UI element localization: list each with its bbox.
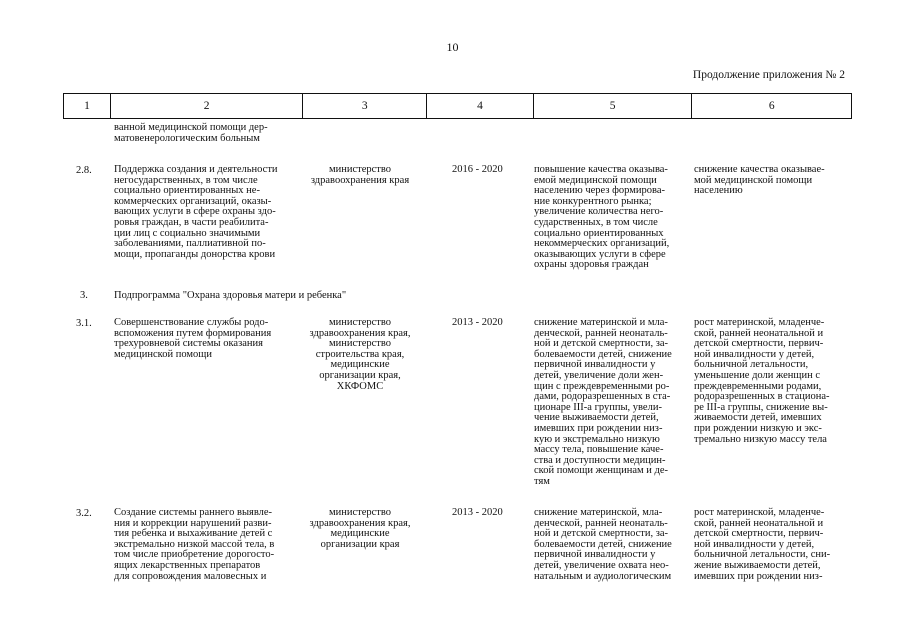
header-col-6: 6 — [768, 100, 775, 112]
period-cell: 2016 - 2020 — [452, 164, 503, 175]
header-col-2: 2 — [111, 94, 304, 118]
executor-cell: министерство здравоохранения края, медицинские организации края — [309, 507, 411, 550]
consequence-cell: рост материнской, младенче- ской, ранней неонатальной и детской смертности, первич- ной инвалидности у детей, больничной летальности, уменьшение доли женщин с преждевременными родами, родоразрешенных в стациона- ре III-а группы, снижение вы- живаемости детей, имевших при рождении низкую и экс- тремально низкую массу тела — [694, 317, 830, 445]
activity-cell: Поддержка создания и деятельности негосударственных, в том числе социально ориентированных не- коммерческих организаций, оказы- вающих услуги в сфере охраны здо- ровья граждан, в части реабилита- ции лиц с социально значимыми заболеваниями, паллиативной по- мощи, пропаганды донорства крови — [114, 164, 278, 260]
header-col-4: 4 — [427, 94, 534, 118]
result-cell: повышение качества оказыва- емой медицинской помощи населению через формирова- ние конкурентного рынка; увеличение количества него- сударственных, в том числе социально ориентированных некоммерческих организаций, оказывающих услуги в сфере охраны здоровья граждан — [534, 164, 670, 271]
period-cell: 2013 - 2020 — [452, 317, 503, 328]
period-cell: 2013 - 2020 — [452, 507, 503, 518]
result-cell: снижение материнской и мла- денческой, ранней неонаталь- ной и детской смертности, за- болеваемости детей, снижение первичной инвалидности у детей, увеличение доли жен- щин с преждевременными ро- дами, родоразрешенных в ста- ционаре III-а группы, увели- чение выживаемости детей, имевших при рождении низ- кую и экстремально низкую массу тела, повышение каче- ства и доступности медицин- ской помощи женщинам и де- тям — [534, 317, 672, 487]
result-cell: снижение материнской, мла- денческой, ранней неонаталь- ной и детской смертности, за- болеваемости детей, снижение первичной инвалидности у детей, увеличение охвата нео- натальным и аудиологическим — [534, 507, 672, 582]
row-number: 3.2. — [76, 508, 92, 519]
subprogram-title: Подпрограмма "Охрана здоровья матери и ребенка" — [114, 290, 347, 301]
table-header — [63, 93, 852, 119]
executor-cell: министерство здравоохранения края — [310, 164, 410, 186]
continuation-label: Продолжение приложения № 2 — [692, 69, 845, 81]
consequence-cell: снижение качества оказывае- мой медицинской помощи населению — [694, 164, 825, 197]
carryover-text: ванной медицинской помощи дер- матовенерологическим больным — [114, 122, 268, 144]
header-col-5: 5 — [534, 94, 693, 118]
header-col-1: 1 — [64, 94, 111, 118]
row-number: 2.8. — [76, 165, 92, 176]
page-number: 10 — [446, 40, 459, 54]
row-number: 3.1. — [76, 318, 92, 329]
subprogram-number: 3. — [80, 290, 88, 301]
activity-cell: Совершенствование службы родо- вспоможения путем формирования трехуровневой системы оказания медицинской помощи — [114, 317, 272, 360]
executor-cell: министерство здравоохранения края, министерство строительства края, медицинские организации края, ХКФОМС — [309, 317, 411, 392]
header-col-3: 3 — [303, 94, 427, 118]
activity-cell: Создание системы раннего выявле- ния и коррекции нарушений разви- тия ребенка и выхаживание детей с экстремально низкой массой тела, в том числе приобретение дорогосто- ящих лекарственных препаратов для сопровождения маловесных и — [114, 507, 275, 582]
consequence-cell: рост материнской, младенче- ской, ранней неонатальной и детской смертности, первич- ной инвалидности у детей, больничной летальности, сни- жение выживаемости детей, имевших при рождении низ- — [694, 507, 831, 582]
